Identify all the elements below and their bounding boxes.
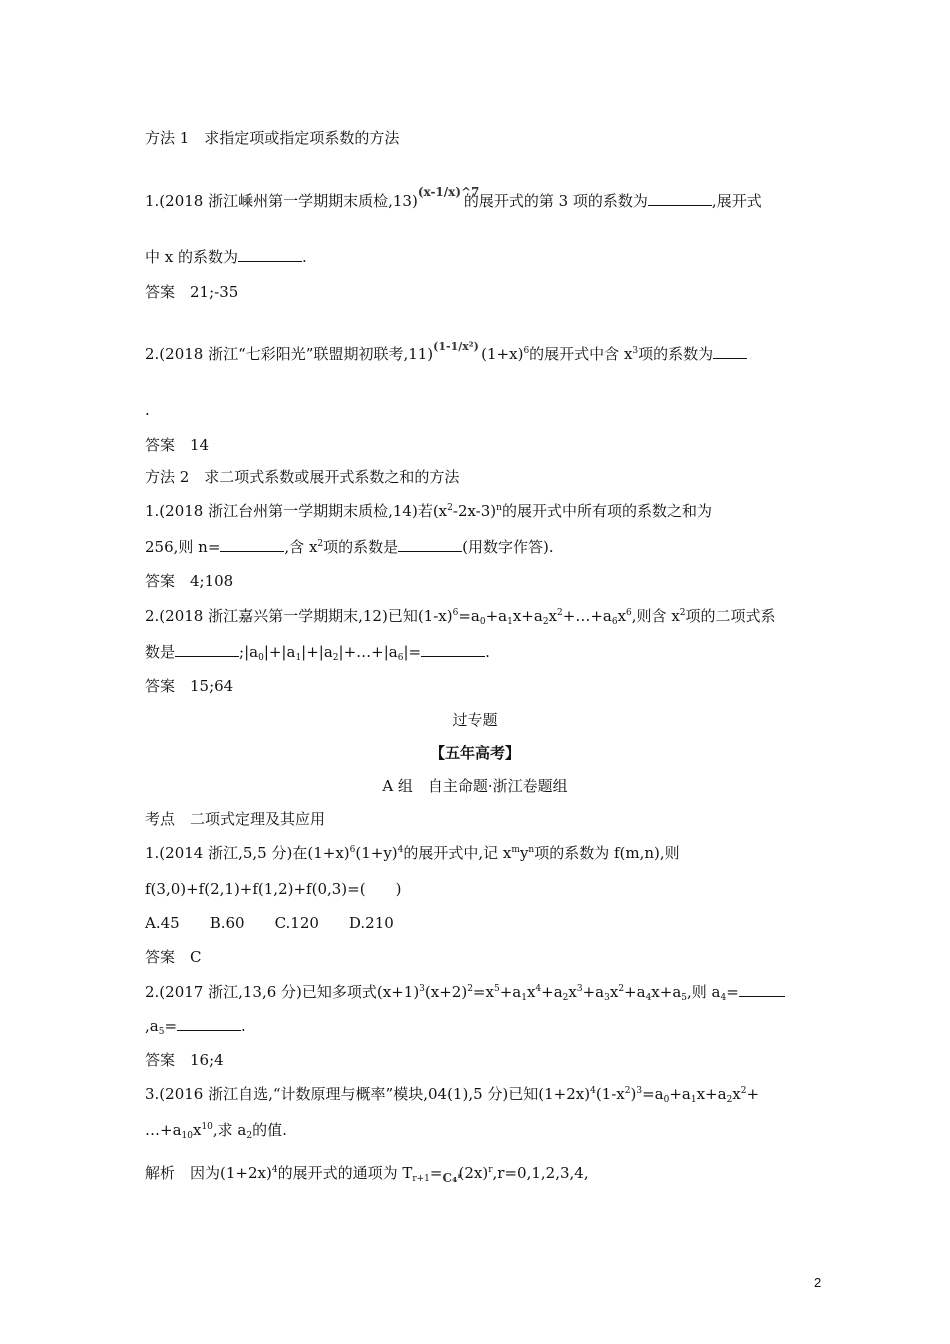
answer-blank[interactable]	[175, 642, 239, 657]
answer-blank[interactable]	[648, 191, 712, 206]
answer-blank[interactable]	[238, 247, 302, 262]
exam-question-1-line2: f(3,0)+f(2,1)+f(1,2)+f(0,3)=( )	[145, 880, 402, 898]
answer-line: 答案 14	[145, 436, 210, 454]
answer-line: 答案 4;108	[145, 572, 234, 590]
exam-question-1-options: A.45 B.60 C.120 D.210	[145, 914, 394, 932]
method1-question-1: 1.(2018 浙江嵊州第一学期期末质检,13) (x-1/x)^7 的展开式的第 3 项的系数为 ,展开式	[145, 185, 762, 210]
answer-blank[interactable]	[220, 537, 284, 552]
method1-heading: 方法 1 求指定项或指定项系数的方法	[145, 129, 400, 147]
method2-question-1: 1.(2018 浙江台州第一学期期末质检,14)若$(x^2-2x-3)^n$的展开式中所有项的系数之和为	[145, 502, 712, 520]
answer-blank[interactable]	[398, 537, 462, 552]
exam-question-2: 2.(2017 浙江,13,6 分)已知多项式$(x+1)^3(x+2)^2=x^5+a_1x^4+a_2x^3+a_3x^2+a_4x+a_5$,则 $a_4=$	[145, 982, 785, 1002]
answer-line: 答案 15;64	[145, 677, 234, 695]
method2-question-1-line2: 256,则 n= ,含 $x^2$项的系数是 (用数字作答).	[145, 538, 554, 556]
exam-question-3-line2: $\dots+a_{10}x^{10}$,求 $a_2$的值.	[145, 1121, 287, 1141]
kaodian-heading: 考点 二项式定理及其应用	[145, 810, 326, 828]
answer-blank[interactable]	[177, 1016, 241, 1031]
method1-question-1-line2: 中 x 的系数为 .	[145, 248, 307, 266]
answer-blank[interactable]	[421, 642, 485, 657]
method2-question-2-line2: 数是 $;|a_0|+|a_1|+|a_2|+\dots+|a_6|=$ .	[145, 643, 490, 663]
page-number: 2	[814, 1275, 822, 1290]
exam-question-3: 3.(2016 浙江自选,“计数原理与概率”模块,04(1),5 分)已知$(1+2x)^4(1-x^2)^3=a_0+a_1x+a_2x^2+$	[145, 1085, 760, 1105]
section-title: 过专题	[452, 711, 498, 729]
exam-question-1: 1.(2014 浙江,5,5 分)在$(1+x)^6(1+y)^4$的展开式中,记 $x^my^n$项的系数为 f(m,n),则	[145, 844, 680, 862]
section-subtitle: 【五年高考】	[429, 744, 520, 762]
method2-heading: 方法 2 求二项式系数或展开式系数之和的方法	[145, 468, 460, 486]
method2-question-2: 2.(2018 浙江嘉兴第一学期期末,12)已知$(1-x)^6=a_0+a_1x+a_2x^2+\dots+a_6x^6$,则含 $x^2$项的二项式系	[145, 607, 776, 627]
method1-question-2-dot: .	[145, 401, 150, 419]
answer-blank[interactable]	[713, 344, 747, 359]
answer-line: 答案 16;4	[145, 1051, 224, 1069]
exam-question-2-line2: $,a_5=$ .	[145, 1017, 246, 1037]
method1-question-2: 2.(2018 浙江“七彩阳光”联盟期初联考,11) (1-1/x²) $(1+x)^6$的展开式中含 $x^3$项的系数为	[145, 344, 747, 364]
answer-blank[interactable]	[739, 982, 785, 997]
solution-line: 解析 因为$(1+2x)^4$的展开式的通项为 $T_{r+1}=$ C₄ʳ $(2x)^r,r=0,1,2,3,4$,	[145, 1164, 589, 1185]
answer-line: 答案 21;-35	[145, 283, 239, 301]
group-title: A 组 自主命题·浙江卷题组	[382, 777, 568, 795]
answer-line: 答案 C	[145, 948, 202, 966]
